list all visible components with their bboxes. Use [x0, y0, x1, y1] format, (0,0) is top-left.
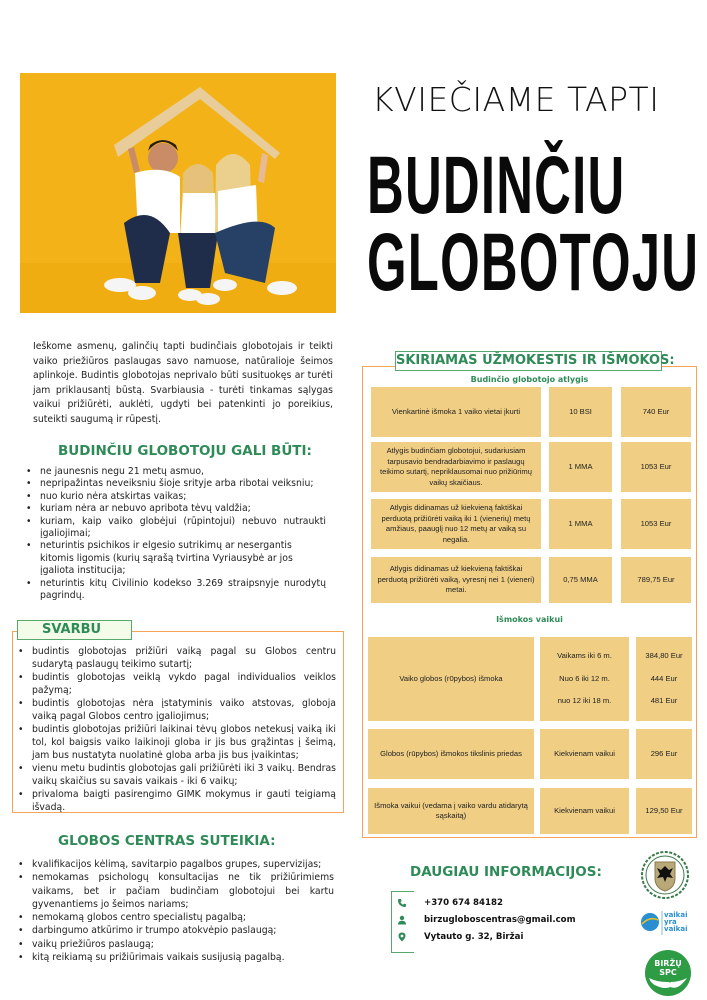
table-cell-basis: Kiekvienam vaikui	[540, 729, 629, 779]
caregiver-pay-heading: Budinčio globotojo atlygis	[470, 375, 589, 384]
spc-text-line1: BIRŽŲ	[654, 959, 682, 968]
phone-icon	[397, 898, 407, 908]
payments-heading: SKIRIAMAS UŽMOKESTIS IR IŠMOKOS:	[395, 351, 662, 371]
yra-text: yra	[664, 918, 677, 926]
list-item: • kuriam nėra ar nebuvo apribota tėvų valdžia;	[26, 503, 326, 515]
more-info-heading: DAUGIAU INFORMACIJOS:	[410, 864, 602, 880]
list-item: • budintis globotojas veiklą vykdo pagal individualios veiklos pažymą;	[18, 671, 336, 697]
table-cell-description: Atlygis budinčiam globotojui, sudariusiam tarpusavio bendradarbiavimo ir paslaugų teikimo sutartį, nepriklausomai nuo prižiūrimų vaikų skaičiaus.	[371, 442, 541, 492]
list-item: • nepripažintas neveiksniu šioje srityje arba ribotai veiksniu;	[26, 478, 326, 490]
list-item: • budintis globotojas prižiūri vaiką pagal su Globos centru sudarytą paslaugų teikimo sutartį;	[18, 645, 336, 671]
table-cell-description: Vaiko globos (r0pybos) išmoka	[368, 637, 534, 721]
table-cell-amount: 296 Eur	[636, 729, 692, 779]
table-cell-amount: 1053 Eur	[621, 499, 691, 549]
age-bracket: Nuo 6 iki 12 m.	[559, 673, 610, 683]
child-benefits-heading: Išmokos vaikui	[496, 615, 563, 624]
address-text: Vytauto g. 32, Biržai	[424, 932, 524, 942]
subtitle: KVIEČIAME TAPTI	[372, 80, 660, 119]
email-link[interactable]: birzugloboscentras@gmail.com	[424, 915, 576, 925]
location-pin-icon	[397, 932, 407, 942]
list-item: • kitą reikiamą su prižiūrimais vaikais susijusią pagalbą.	[18, 951, 334, 964]
table-cell-basis: 0,75 MMA	[549, 557, 612, 603]
table-cell-basis: 10 BSI	[549, 387, 612, 437]
table-cell-basis: Kiekvienam vaikui	[540, 788, 629, 834]
table-cell-description: Atlygis didinamas už kiekvieną faktiškai perduotą prižiūrėti vaiką, vyresnį nei 1 (vieneri) metai.	[371, 557, 541, 603]
list-item: • vienu metu budintis globotojas gali prižiūrėti iki 3 vaikų. Bendras vaikų skaičius su savais vaikais - iki 6 vaikų;	[18, 762, 336, 788]
amount: 384,80 Eur	[645, 651, 683, 661]
table-cell-basis-group	[540, 637, 629, 721]
age-bracket: nuo 12 iki 18 m.	[557, 696, 612, 706]
title-line-2: GLOBOTOJU	[367, 217, 700, 308]
phone-link[interactable]: +370 674 84182	[424, 898, 503, 908]
important-list	[18, 645, 336, 814]
table-cell-amount: 740 Eur	[621, 387, 691, 437]
list-item: • nuo kurio nėra atskirtas vaikas;	[26, 491, 326, 503]
table-cell-amount: 789,75 Eur	[621, 557, 691, 603]
can-be-list	[26, 466, 326, 602]
table-cell-description: Vienkartinė išmoka 1 vaiko vietai įkurti	[371, 387, 541, 437]
user-icon	[397, 915, 407, 925]
list-item: • ne jaunesnis negu 21 metų asmuo,	[26, 466, 326, 478]
list-item: • nemokamą globos centro specialistų pagalbą;	[18, 911, 334, 924]
family-illustration	[20, 73, 336, 313]
table-cell-amount-group	[636, 637, 692, 721]
list-item: • budintis globotojas prižiūri laikinai tėvų globos netekusį vaiką iki tol, kol baigsis vaiko laikinoji globa ir jis bus grąžintas į šeimą, jam bus nustatyta nuolatinė globa arba jis bus įvaikintas;	[18, 723, 336, 762]
vaikai-yra-vaikai-logo	[640, 908, 692, 938]
table-cell-description: Išmoka vaikui (vedama į vaiko vardu atidarytą sąskaitą)	[368, 788, 534, 834]
list-item: • neturintis kitų Civilinio kodekso 3.269 straipsnyje nurodytų pagrindų.	[26, 578, 326, 603]
birzai-coat-of-arms-logo	[640, 850, 690, 900]
intro-paragraph: Ieškome asmenų, galinčių tapti budinčiais globotojais ir teikti vaiko priežiūros paslaugas savo namuose, natūralioje šeimos aplinkoje. Budintis globotojas neprivalo būti susituokęs ar turėti jam priklausantį būstą. Svarbiausia - turėti tinkamas sąlygas vaikui prižiūrėti, auklėti, ugdyti bei patenkinti jo poreikius, suteikti saugumą ir rūpestį.	[33, 341, 333, 425]
centre-heading: GLOBOS CENTRAS SUTEIKIA:	[58, 833, 276, 849]
title-line-1: BUDINČIU	[367, 140, 626, 231]
list-item: • darbingumo atkūrimo ir trumpo atokvėpio paslaugą;	[18, 924, 334, 937]
important-heading: SVARBU	[17, 620, 132, 640]
table-cell-amount: 129,50 Eur	[636, 788, 692, 834]
can-be-heading: BUDINČIU GLOBOTOJU GALI BŪTI:	[58, 443, 312, 459]
table-cell-basis: 1 MMA	[549, 442, 612, 492]
table-cell-basis: 1 MMA	[549, 499, 612, 549]
family-photo	[20, 73, 336, 313]
centre-list	[18, 858, 334, 964]
table-cell-amount: 1053 Eur	[621, 442, 691, 492]
list-item: • kuriam, kaip vaiko globėjui (rūpintojui) nebuvo nutraukti įgaliojimai;	[26, 516, 326, 541]
list-item: • privaloma baigti pasirengimo GIMK mokymus ir gauti teigiamą išvadą.	[18, 788, 336, 814]
list-item: • vaikų priežiūros paslaugą;	[18, 938, 334, 951]
age-bracket: Vaikams iki 6 m.	[557, 651, 612, 661]
vaikai-text-2: vaikai	[664, 925, 688, 933]
list-item: • nemokamas psichologų konsultacijas ne tik prižiūrimiems vaikams, bet ir pačiam budinčiam globotojui bei kartu gyvenantiems jo šeimos nariams;	[18, 871, 334, 911]
amount: 481 Eur	[650, 696, 678, 706]
vaikai-text: vaikai	[664, 911, 688, 919]
list-item: • neturintis psichikos ir elgesio sutrikimų ar nesergantis kitomis ligomis (kurių sąrašą tvirtina Vyriausybė ar jos įgaliota institucija;	[26, 540, 326, 577]
spc-text-line2: SPC	[659, 968, 677, 977]
list-item: • budintis globotojas nėra įstatyminis vaiko atstovas, globoja vaiką pagal Globos centro įgaliojimus;	[18, 697, 336, 723]
birzu-spc-logo	[643, 948, 693, 998]
list-item: • kvalifikacijos kėlimą, savitarpio pagalbos grupes, supervizijas;	[18, 858, 334, 871]
table-cell-description: Atlygis didinamas už kiekvieną faktiškai perduotą prižiūrėti vaiką iki 1 (vienerių) metų amžiaus, paauglį nuo 12 metų ar vaiką su negalia.	[371, 499, 541, 549]
amount: 444 Eur	[650, 673, 678, 683]
table-cell-description: Globos (rūpybos) išmokos tikslinis priedas	[368, 729, 534, 779]
